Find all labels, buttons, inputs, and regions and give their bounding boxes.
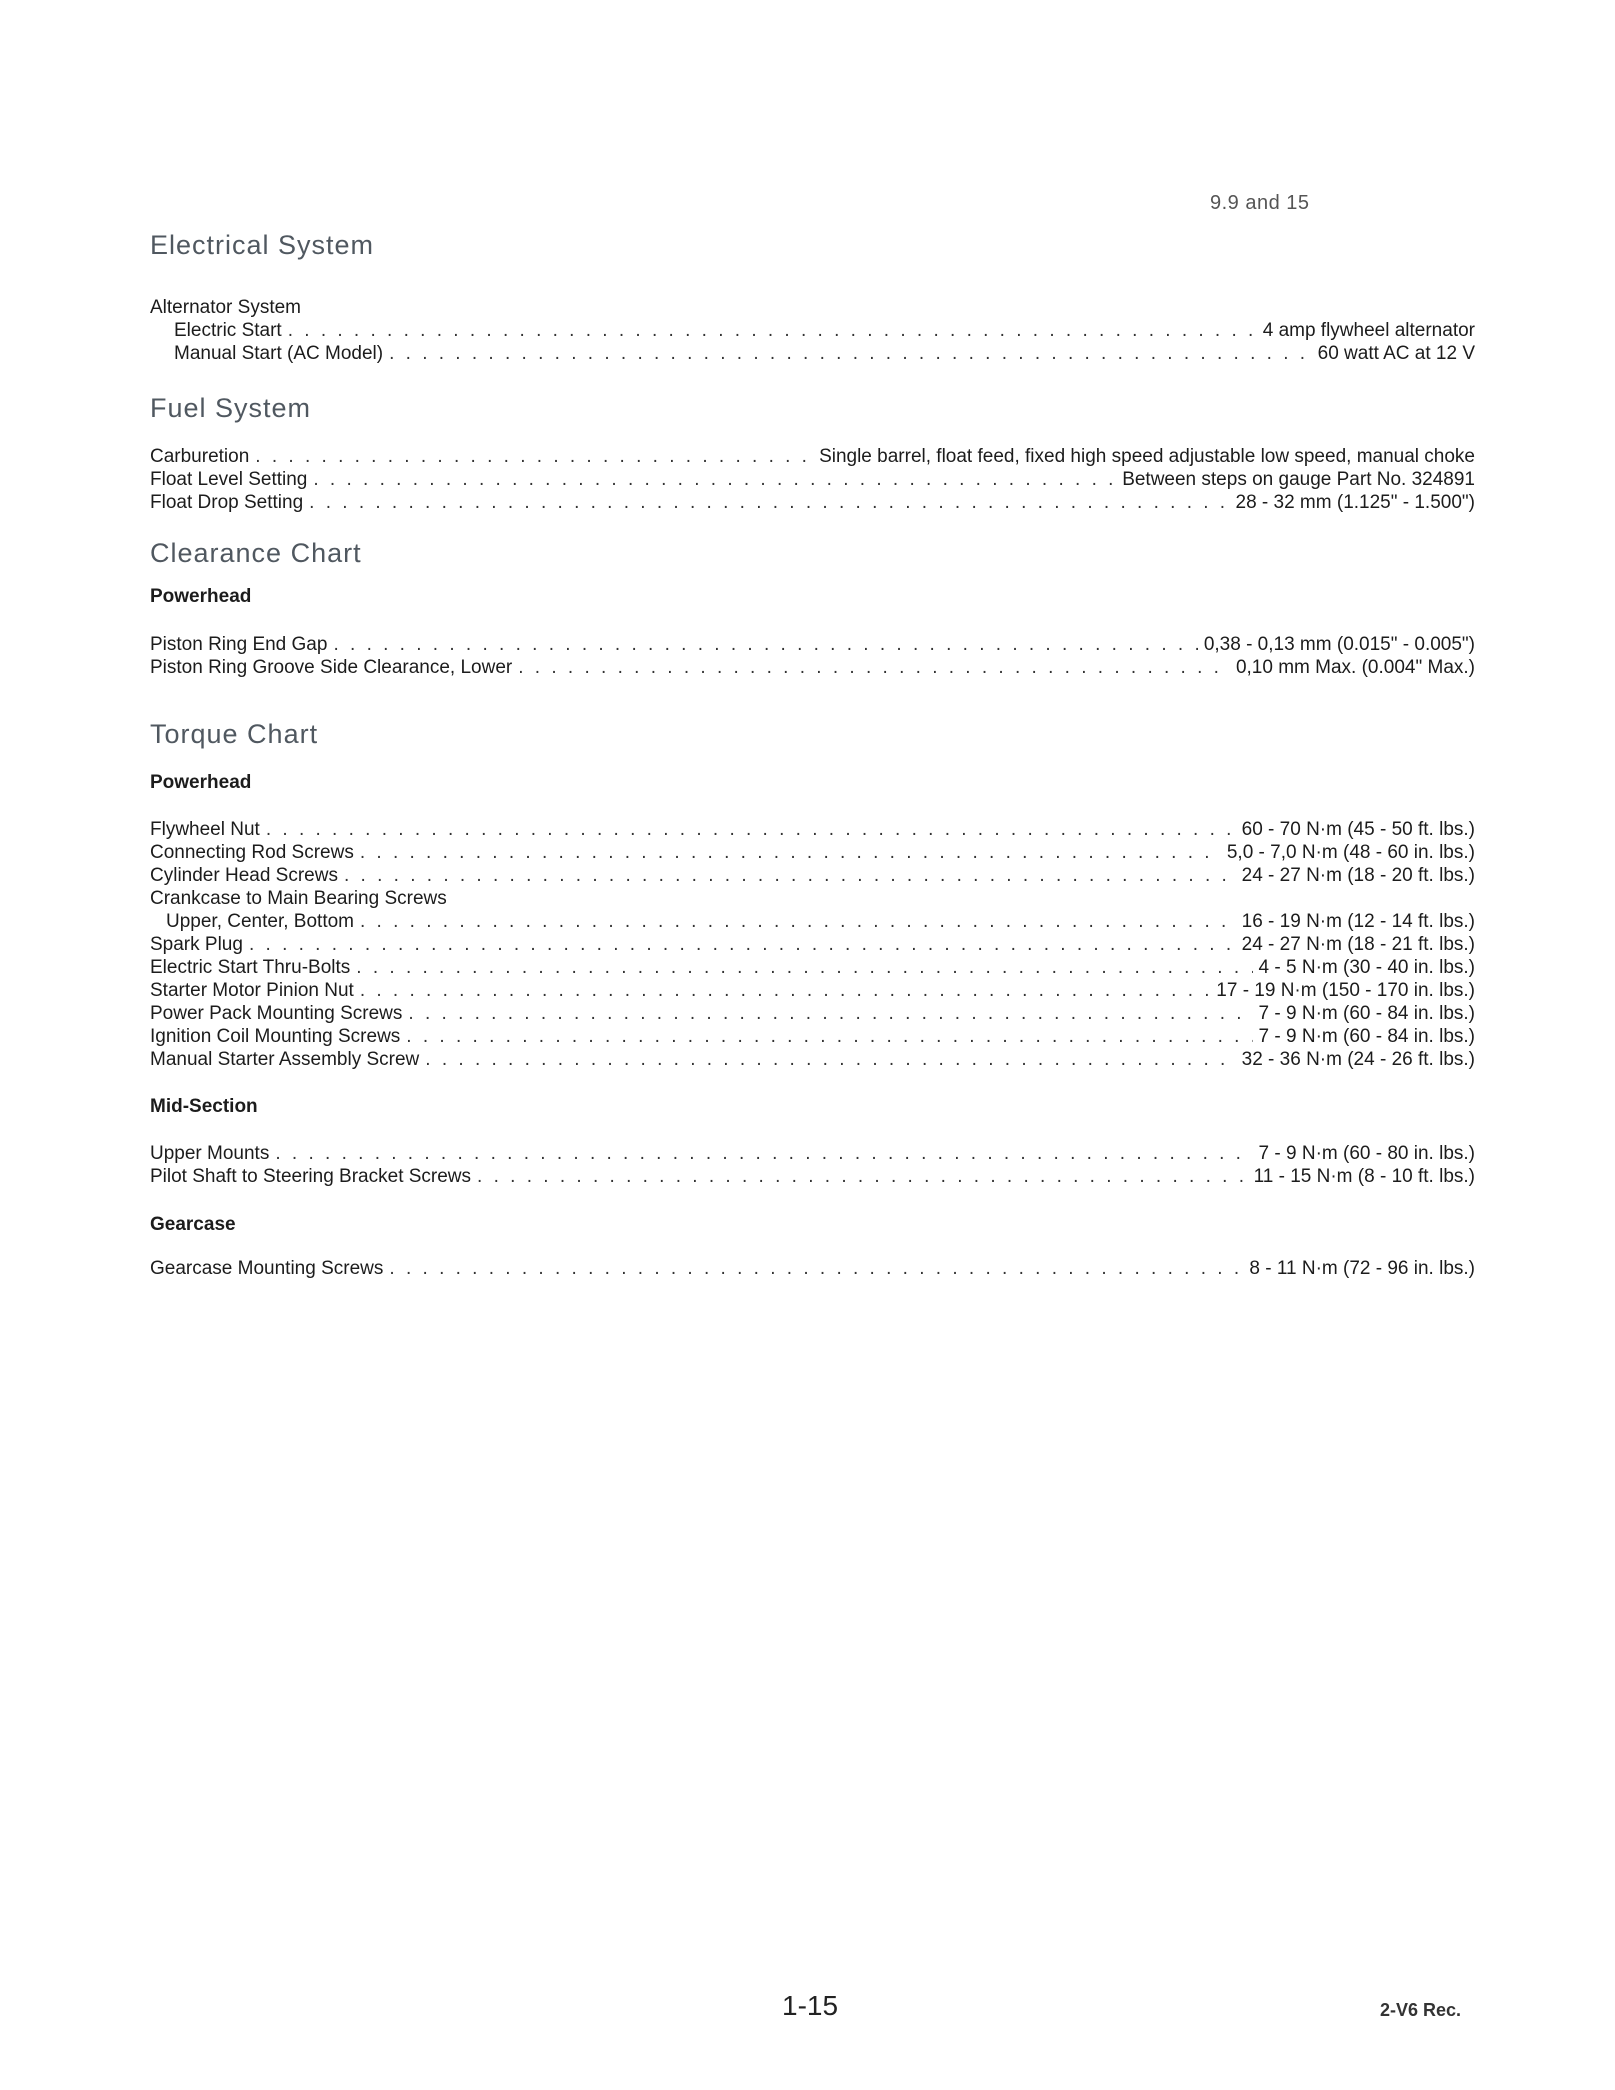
- spec-row: [150, 956, 1475, 979]
- spec-row: [150, 1002, 1475, 1025]
- spec-value: Single barrel, float feed, fixed high speed adjustable low speed, manual choke: [819, 446, 1475, 467]
- spec-label: Upper Mounts: [150, 1143, 270, 1164]
- fuel-title: Fuel System: [150, 393, 312, 423]
- spec-row: [150, 864, 1475, 887]
- spec-value: 4 - 5 N·m (30 - 40 in. lbs.): [1258, 957, 1475, 978]
- spec-label: Electric Start: [174, 320, 282, 341]
- leader-dots: [360, 910, 1236, 933]
- clearance-title: Clearance Chart: [150, 538, 362, 568]
- spec-label: Piston Ring End Gap: [150, 634, 328, 655]
- spec-row: [150, 933, 1475, 956]
- spec-value: 16 - 19 N·m (12 - 14 ft. lbs.): [1241, 911, 1475, 932]
- leader-dots: [333, 633, 1197, 656]
- spec-row: [150, 445, 1475, 468]
- spec-row: [150, 1165, 1475, 1188]
- spec-row: [150, 910, 1475, 933]
- spec-value: 24 - 27 N·m (18 - 20 ft. lbs.): [1241, 865, 1475, 886]
- spec-label: Flywheel Nut: [150, 819, 260, 840]
- spec-label: Float Level Setting: [150, 469, 308, 490]
- leader-dots: [344, 864, 1236, 887]
- spec-value: 0,10 mm Max. (0.004" Max.): [1235, 657, 1475, 678]
- spec-label: Connecting Rod Screws: [150, 842, 354, 863]
- spec-label: Gearcase Mounting Screws: [150, 1258, 384, 1279]
- leader-dots: [356, 956, 1252, 979]
- spec-row: [150, 342, 1475, 365]
- leader-dots: [518, 656, 1230, 679]
- spec-value: 17 - 19 N·m (150 - 170 in. lbs.): [1216, 980, 1475, 1001]
- spec-label: Upper, Center, Bottom: [166, 911, 354, 932]
- spec-value: 32 - 36 N·m (24 - 26 ft. lbs.): [1241, 1049, 1475, 1070]
- spec-row: [150, 841, 1475, 864]
- spec-label: Carburetion: [150, 446, 250, 467]
- spec-value: 0,38 - 0,13 mm (0.015" - 0.005"): [1203, 634, 1475, 655]
- spec-label: Ignition Coil Mounting Screws: [150, 1026, 401, 1047]
- spec-label: Pilot Shaft to Steering Bracket Screws: [150, 1166, 472, 1187]
- torque-powerhead-subtitle: Powerhead: [150, 772, 252, 793]
- spec-label: Spark Plug: [150, 934, 243, 955]
- spec-row: [150, 1025, 1475, 1048]
- spec-label: Power Pack Mounting Screws: [150, 1003, 403, 1024]
- leader-dots: [255, 445, 813, 468]
- spec-row: [150, 468, 1475, 491]
- spec-label: Starter Motor Pinion Nut: [150, 980, 354, 1001]
- spec-row: [150, 491, 1475, 514]
- alternator-group-label: Alternator System: [150, 297, 301, 318]
- spec-value: 7 - 9 N·m (60 - 80 in. lbs.): [1258, 1143, 1475, 1164]
- spec-label: Manual Start (AC Model): [174, 343, 384, 364]
- spec-value: 8 - 11 N·m (72 - 96 in. lbs.): [1249, 1258, 1475, 1279]
- spec-value: 7 - 9 N·m (60 - 84 in. lbs.): [1258, 1003, 1475, 1024]
- crankcase-group-label: Crankcase to Main Bearing Screws: [150, 888, 447, 909]
- spec-row: [150, 818, 1475, 841]
- torque-gearcase-subtitle: Gearcase: [150, 1214, 236, 1235]
- spec-row: [150, 1048, 1475, 1071]
- leader-dots: [389, 1257, 1243, 1280]
- spec-row: [150, 979, 1475, 1002]
- spec-row: [150, 1257, 1475, 1280]
- spec-row: [150, 633, 1475, 656]
- spec-row: [150, 1142, 1475, 1165]
- spec-value: 24 - 27 N·m (18 - 21 ft. lbs.): [1241, 934, 1475, 955]
- electrical-title: Electrical System: [150, 230, 375, 260]
- leader-dots: [406, 1025, 1252, 1048]
- spec-row: [150, 319, 1475, 342]
- leader-dots: [408, 1002, 1252, 1025]
- spec-label: Manual Starter Assembly Screw: [150, 1049, 420, 1070]
- document-reference: 2-V6 Rec.: [1380, 2000, 1462, 2020]
- spec-label: Electric Start Thru-Bolts: [150, 957, 351, 978]
- spec-value: Between steps on gauge Part No. 324891: [1122, 469, 1475, 490]
- leader-dots: [275, 1142, 1252, 1165]
- spec-value: 28 - 32 mm (1.125" - 1.500"): [1235, 492, 1475, 513]
- model-label: 9.9 and 15: [1210, 192, 1310, 214]
- torque-midsection-subtitle: Mid-Section: [150, 1096, 258, 1117]
- leader-dots: [389, 342, 1312, 365]
- spec-value: 5,0 - 7,0 N·m (48 - 60 in. lbs.): [1226, 842, 1475, 863]
- spec-value: 60 watt AC at 12 V: [1317, 343, 1475, 364]
- spec-label: Cylinder Head Screws: [150, 865, 338, 886]
- spec-label: Float Drop Setting: [150, 492, 304, 513]
- leader-dots: [477, 1165, 1248, 1188]
- spec-value: 4 amp flywheel alternator: [1262, 320, 1475, 341]
- leader-dots: [266, 818, 1236, 841]
- clearance-subtitle: Powerhead: [150, 586, 252, 607]
- leader-dots: [360, 841, 1221, 864]
- leader-dots: [425, 1048, 1235, 1071]
- leader-dots: [249, 933, 1236, 956]
- spec-value: 7 - 9 N·m (60 - 84 in. lbs.): [1258, 1026, 1475, 1047]
- torque-title: Torque Chart: [150, 719, 319, 749]
- spec-row: [150, 656, 1475, 679]
- leader-dots: [288, 319, 1257, 342]
- spec-label: Piston Ring Groove Side Clearance, Lower: [150, 657, 513, 678]
- leader-dots: [360, 979, 1210, 1002]
- leader-dots: [313, 468, 1116, 491]
- spec-value: 60 - 70 N·m (45 - 50 ft. lbs.): [1241, 819, 1475, 840]
- page-number: 1-15: [782, 1990, 839, 2021]
- spec-value: 11 - 15 N·m (8 - 10 ft. lbs.): [1253, 1166, 1475, 1187]
- leader-dots: [309, 491, 1229, 514]
